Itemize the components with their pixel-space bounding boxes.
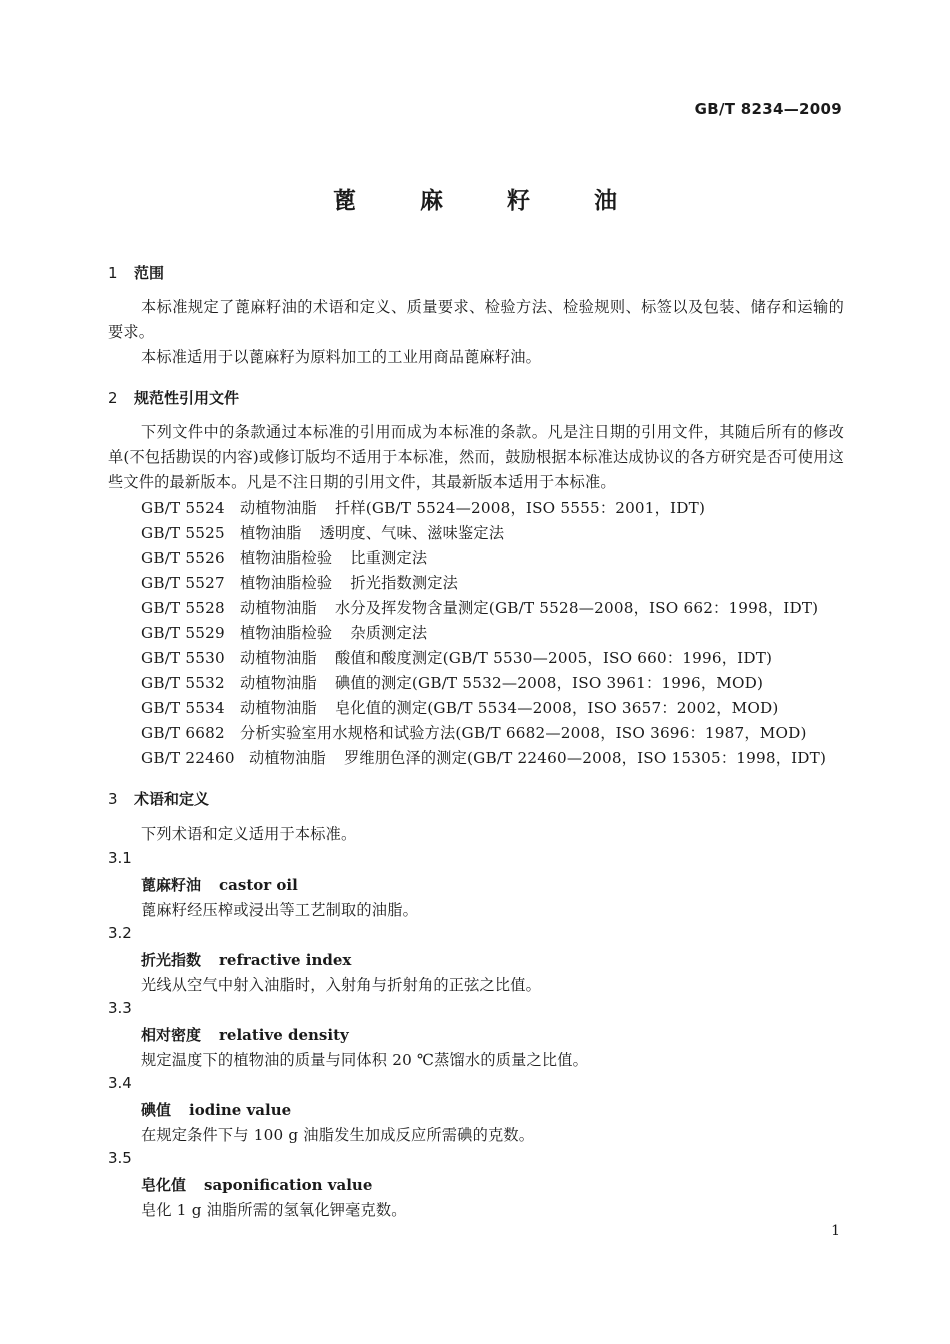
term-name: [141, 874, 298, 895]
term-en: relative density: [219, 1026, 349, 1044]
reference-category: 动植物油脂: [240, 499, 317, 517]
reference-title: 水分及挥发物含量测定(GB/T 5528—2008，ISO 662：1998，IDT): [334, 599, 819, 617]
term-name: [141, 1099, 291, 1120]
reference-category: 植物油脂检验: [240, 624, 333, 642]
section-number: 1: [108, 264, 118, 282]
reference-code: GB/T 5529: [141, 624, 225, 642]
reference-item: [141, 522, 504, 543]
section-2-intro: 下列文件中的条款通过本标准的引用而成为本标准的条款。凡是注日期的引用文件，其随后所有的修改单(不包括勘误的内容)或修订版均不适用于本标准，然而，鼓励根据本标准达成协议的各方研究是否可使用这些文件的最新版本。凡是不注日期的引用文件，其最新版本适用于本标准。: [108, 423, 844, 491]
reference-title: 酸值和酸度测定(GB/T 5530—2005，ISO 660：1996，IDT): [334, 649, 773, 667]
term-definition: 在规定条件下与 100 g 油脂发生加成反应所需碘的克数。: [141, 1126, 535, 1144]
section-title: 范围: [134, 264, 165, 282]
term-zh: 蓖麻籽油: [141, 876, 202, 894]
reference-code: GB/T 6682: [141, 724, 225, 742]
reference-category: 植物油脂检验: [240, 574, 333, 592]
section-1-heading: [108, 262, 164, 283]
term-name: [141, 1174, 372, 1195]
reference-category: 动植物油脂: [240, 649, 317, 667]
term-number: 3.2: [108, 924, 132, 942]
reference-code: GB/T 5524: [141, 499, 225, 517]
reference-item: [141, 497, 705, 518]
section-title: 规范性引用文件: [134, 389, 240, 407]
section-2-heading: [108, 387, 239, 408]
reference-item: [141, 747, 826, 768]
reference-title: 分析实验室用水规格和试验方法(GB/T 6682—2008，ISO 3696：1987，MOD): [240, 724, 807, 742]
section-1-paragraph-1: 本标准规定了蓖麻籽油的术语和定义、质量要求、检验方法、检验规则、标签以及包装、储存和运输的要求。: [108, 298, 844, 341]
reference-title: 比重测定法: [350, 549, 428, 567]
reference-title: 罗维朋色泽的测定(GB/T 22460—2008，ISO 15305：1998，IDT): [343, 749, 827, 767]
term-definition: 规定温度下的植物油的质量与同体积 20 ℃蒸馏水的质量之比值。: [141, 1051, 589, 1069]
reference-category: 动植物油脂: [249, 749, 326, 767]
reference-code: GB/T 5530: [141, 649, 225, 667]
term-en: saponification value: [204, 1176, 373, 1194]
section-1-paragraph-2: 本标准适用于以蓖麻籽为原料加工的工业用商品蓖麻籽油。: [141, 348, 542, 366]
term-number: 3.5: [108, 1149, 132, 1167]
reference-item: [141, 622, 427, 643]
section-number: 3: [108, 790, 118, 808]
section-3-intro: 下列术语和定义适用于本标准。: [141, 825, 357, 843]
term-zh: 折光指数: [141, 951, 202, 969]
term-name: [141, 949, 351, 970]
term-zh: 相对密度: [141, 1026, 202, 1044]
reference-item: [141, 597, 818, 618]
reference-code: GB/T 5528: [141, 599, 225, 617]
reference-category: 动植物油脂: [240, 599, 317, 617]
term-en: refractive index: [219, 951, 352, 969]
reference-category: 植物油脂检验: [240, 549, 333, 567]
term-number: 3.1: [108, 849, 132, 867]
term-name: [141, 1024, 349, 1045]
reference-category: 动植物油脂: [240, 674, 317, 692]
reference-code: GB/T 5527: [141, 574, 225, 592]
reference-code: GB/T 5526: [141, 549, 225, 567]
reference-category: 植物油脂: [240, 524, 302, 542]
reference-title: 杂质测定法: [350, 624, 428, 642]
reference-item: [141, 722, 807, 743]
reference-title: 扦样(GB/T 5524—2008，ISO 5555：2001，IDT): [334, 499, 706, 517]
term-definition: 光线从空气中射入油脂时，入射角与折射角的正弦之比值。: [141, 976, 542, 994]
term-en: castor oil: [219, 876, 298, 894]
reference-title: 碘值的测定(GB/T 5532—2008，ISO 3961：1996，MOD): [334, 674, 764, 692]
section-3-heading: [108, 788, 209, 809]
reference-item: [141, 672, 763, 693]
term-number: 3.3: [108, 999, 132, 1017]
reference-title: 折光指数测定法: [350, 574, 459, 592]
reference-category: 动植物油脂: [240, 699, 317, 717]
reference-code: GB/T 5532: [141, 674, 225, 692]
reference-item: [141, 572, 458, 593]
term-en: iodine value: [189, 1101, 292, 1119]
term-definition: 蓖麻籽经压榨或浸出等工艺制取的油脂。: [141, 901, 418, 919]
reference-title: 皂化值的测定(GB/T 5534—2008，ISO 3657：2002，MOD): [334, 699, 779, 717]
reference-code: GB/T 22460: [141, 749, 235, 767]
reference-code: GB/T 5534: [141, 699, 225, 717]
standard-code: GB/T 8234—2009: [694, 100, 842, 118]
reference-title: 透明度、气味、滋味鉴定法: [319, 524, 505, 542]
term-number: 3.4: [108, 1074, 132, 1092]
term-definition: 皂化 1 g 油脂所需的氢氧化钾毫克数。: [141, 1201, 407, 1219]
section-title: 术语和定义: [134, 790, 210, 808]
document-title: 蓖 麻 籽 油: [332, 188, 646, 214]
page-number: 1: [831, 1223, 840, 1239]
reference-code: GB/T 5525: [141, 524, 225, 542]
reference-item: [141, 697, 779, 718]
reference-item: [141, 647, 772, 668]
section-number: 2: [108, 389, 118, 407]
term-zh: 碘值: [141, 1101, 172, 1119]
term-zh: 皂化值: [141, 1176, 187, 1194]
reference-item: [141, 547, 427, 568]
